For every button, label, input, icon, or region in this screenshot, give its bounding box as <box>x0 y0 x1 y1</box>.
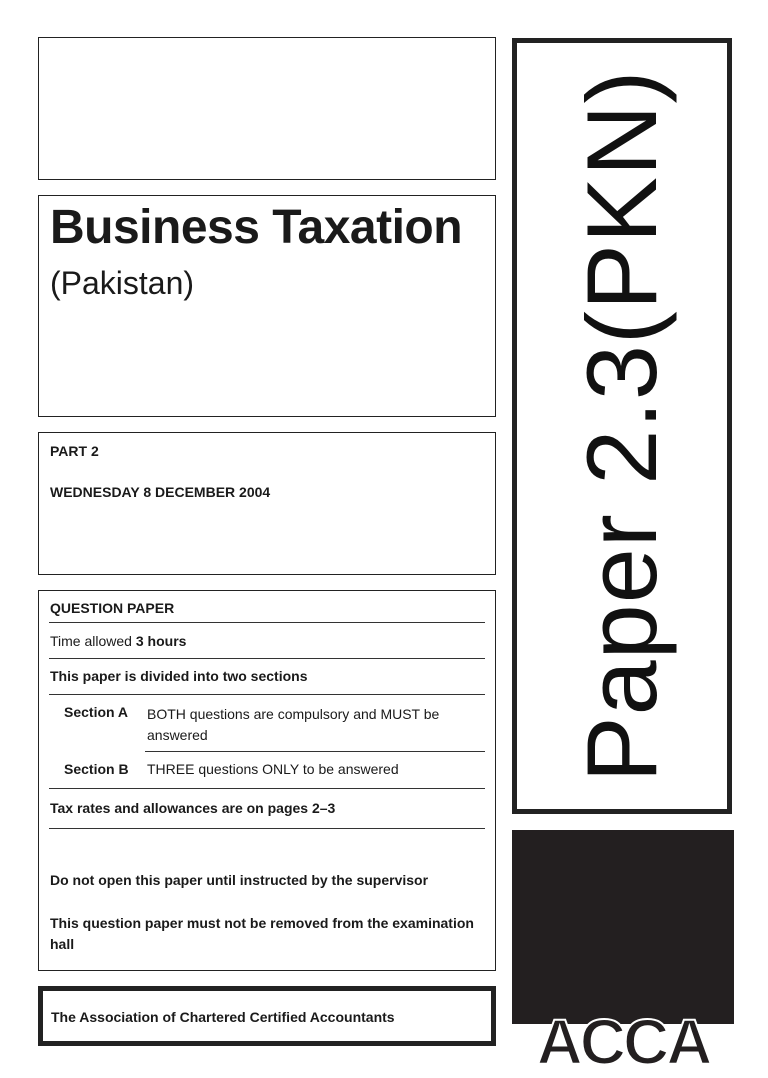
acca-logo <box>512 830 734 1078</box>
part-box <box>38 432 496 575</box>
not-removed-notice: This question paper must not be removed from the examination hall <box>50 915 474 952</box>
title-box <box>38 195 496 417</box>
paper-title: Business Taxation <box>50 201 463 254</box>
section-b-label: Section B <box>64 761 129 777</box>
divider <box>49 658 485 659</box>
association-box <box>38 986 496 1046</box>
divider <box>49 788 485 789</box>
divider <box>145 751 485 752</box>
question-paper-box <box>38 590 496 971</box>
acca-logo-text: ACCA <box>536 1006 710 1078</box>
paper-code: Paper 2.3(PKN) <box>566 69 677 783</box>
question-paper-heading: QUESTION PAPER <box>50 600 175 616</box>
association-name: The Association of Chartered Certified Accountants <box>51 1009 395 1025</box>
divider <box>49 694 485 695</box>
tax-rates-note: Tax rates and allowances are on pages 2–3 <box>50 800 336 816</box>
time-allowed <box>50 633 186 649</box>
time-allowed-value: 3 hours <box>135 633 187 649</box>
paper-code-box <box>512 38 732 814</box>
section-a-instructions: BOTH questions are compulsory and MUST be answered <box>147 706 440 743</box>
time-allowed-label: Time allowed <box>50 633 136 649</box>
divider <box>49 828 485 829</box>
part-label: PART 2 <box>50 443 99 459</box>
section-b-instructions: THREE questions ONLY to be answered <box>147 761 399 777</box>
divider <box>49 622 485 623</box>
exam-date: WEDNESDAY 8 DECEMBER 2004 <box>50 484 271 500</box>
blank-header-box <box>38 37 496 180</box>
do-not-open-notice: Do not open this paper until instructed by the supervisor <box>50 872 429 888</box>
paper-subtitle: (Pakistan) <box>50 265 195 301</box>
section-a-label: Section A <box>64 704 129 720</box>
sections-statement: This paper is divided into two sections <box>50 668 308 684</box>
